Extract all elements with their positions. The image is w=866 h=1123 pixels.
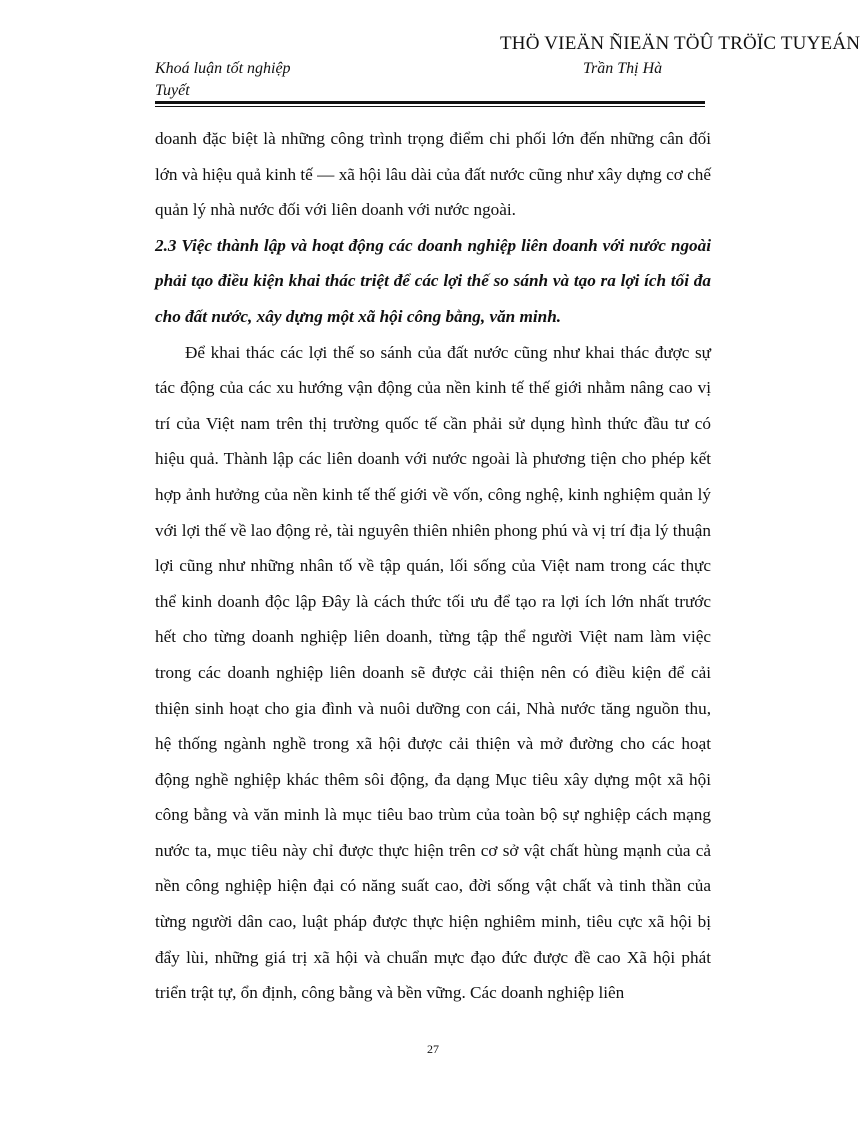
header-rule-thick	[155, 101, 705, 104]
section-heading: 2.3 Việc thành lập và hoạt động các doanh nghiệp liên doanh với nước ngoài phải tạo điều kiện khai thác triệt để các lợi thế so sánh và tạo ra lợi ích tối đa cho đất nước, xây dựng một xã hội công bằng, văn minh.	[155, 235, 711, 326]
header-rule-thin	[155, 106, 705, 107]
paragraph-continuation: doanh đặc biệt là những công trình trọng điểm chi phối lớn đến những cân đối lớn và hiệu quả kinh tế — xã hội lâu dài của đất nước cũng như xây dựng cơ chế quản lý nhà nước đối với liên doanh với nước ngoài.	[155, 129, 711, 220]
header-author-name-cont: Tuyết	[155, 82, 190, 99]
page-body	[155, 121, 711, 1011]
header-thesis-label: Khoá luận tốt nghiệp	[155, 60, 291, 77]
header-author-name: Trần Thị Hà	[583, 60, 663, 77]
watermark-text: THÖ VIEÄN ÑIEÄN TÖÛ TRÖÏC TUYEÁN	[500, 33, 861, 54]
paragraph-main: Để khai thác các lợi thế so sánh của đất nước cũng như khai thác được sự tác động của các xu hướng vận động của nền kinh tế thế giới nhằm nâng cao vị trí của Việt nam trên thị trường quốc tế cần phải sử dụng hình thức đầu tư có hiệu quả. Thành lập các liên doanh với nước ngoài là phương tiện cho phép kết hợp ảnh hưởng của nền kinh tế thế giới về vốn, công nghệ, kinh nghiệm quản lý với lợi thế về lao động rẻ, tài nguyên thiên nhiên phong phú và vị trí địa lý thuận lợi cũng như những nhân tố về tập quán, lối sống của Việt nam trong các thực thể kinh doanh độc lập Đây là cách thức tối ưu để tạo ra lợi ích lớn nhất trước hết cho từng doanh nghiệp liên doanh, từng tập thể người Việt nam làm việc trong các doanh nghiệp liên doanh sẽ được cải thiện nên có điều kiện để cải thiện sinh hoạt cho gia đình và nuôi dưỡng con cái, Nhà nước tăng nguồn thu, hệ thống ngành nghề trong xã hội được cải thiện và mở đường cho các hoạt động nghề nghiệp khác thêm sôi động, đa dạng Mục tiêu xây dựng một xã hội công bằng và văn minh là mục tiêu bao trùm của toàn bộ sự nghiệp cách mạng nước ta, mục tiêu này chỉ được thực hiện trên cơ sở vật chất hùng mạnh của cả nền công nghiệp hiện đại có năng suất cao, đời sống vật chất và tinh thần của từng người dân cao, luật pháp được thực hiện nghiêm minh, tiêu cực xã hội bị đẩy lùi, những giá trị xã hội và chuẩn mực đạo đức được đề cao Xã hội phát triển trật tự, ổn định, công bằng và bền vững. Các doanh nghiệp liên	[155, 342, 711, 1003]
page-number: 27	[427, 1042, 439, 1056]
